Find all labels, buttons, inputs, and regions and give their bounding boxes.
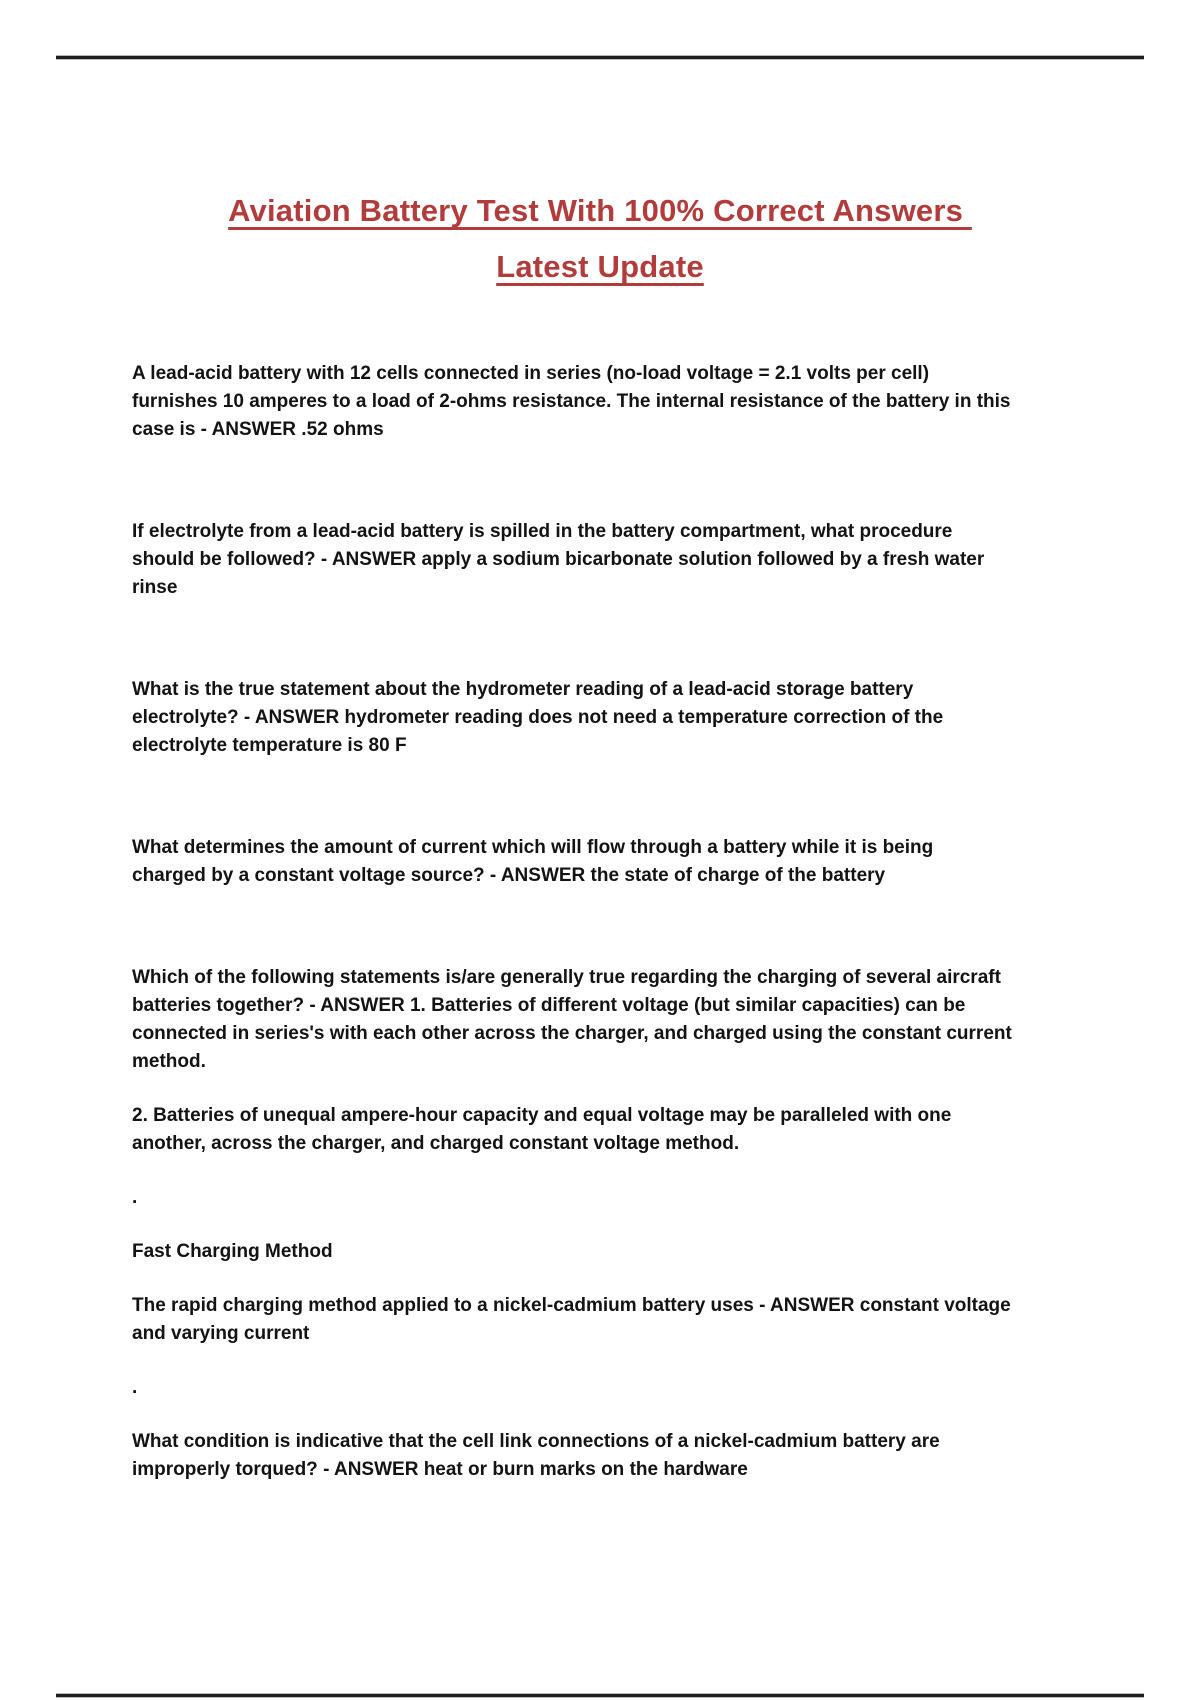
top-border-line [56, 56, 1144, 59]
body-paragraph: The rapid charging method applied to a nickel-cadmium battery uses - ANSWER constant voltage and varying current [132, 1295, 1011, 1344]
body-paragraph: What condition is indicative that the cell link connections of a nickel-cadmium battery are improperly torqued? - ANSWER heat or burn marks on the hardware [132, 1431, 940, 1480]
body-paragraph: What is the true statement about the hydrometer reading of a lead-acid storage battery electrolyte? - ANSWER hydrometer reading does not need a temperature correction of the electrolyte temperature is 80 F [132, 679, 944, 756]
document-body [132, 360, 1012, 1510]
title-line-2-text: Latest Update [496, 249, 704, 284]
body-paragraph: If electrolyte from a lead-acid battery is spilled in the battery compartment, what procedure should be followed? - ANSWER apply a sodium bicarbonate solution followed by a fresh water rinse [132, 521, 985, 598]
body-paragraph: Fast Charging Method [132, 1241, 333, 1262]
bottom-border-line [56, 1694, 1144, 1697]
document-title [0, 183, 1200, 295]
body-paragraph: 2. Batteries of unequal ampere-hour capacity and equal voltage may be paralleled with one another, across the charger, and charged constant voltage method. [132, 1105, 952, 1154]
dot-paragraph: . [132, 1377, 138, 1398]
body-paragraph: Which of the following statements is/are generally true regarding the charging of several aircraft batteries together? - ANSWER 1. Batteries of different voltage (but similar capacities) can be connected in series's with each other across the charger, and charged using the constant current method. [132, 967, 1012, 1072]
title-line-2 [0, 239, 1200, 295]
body-paragraph: A lead-acid battery with 12 cells connected in series (no-load voltage = 2.1 volts per cell) furnishes 10 amperes to a load of 2-ohms resistance. The internal resistance of the battery in this case is - ANSWER .52 ohms [132, 363, 1011, 440]
title-line-1-text: Aviation Battery Test With 100% Correct Answers [228, 193, 972, 228]
dot-paragraph: . [132, 1187, 138, 1208]
body-paragraph: What determines the amount of current which will flow through a battery while it is being charged by a constant voltage source? - ANSWER the state of charge of the battery [132, 837, 934, 886]
title-line-1 [0, 183, 1200, 239]
